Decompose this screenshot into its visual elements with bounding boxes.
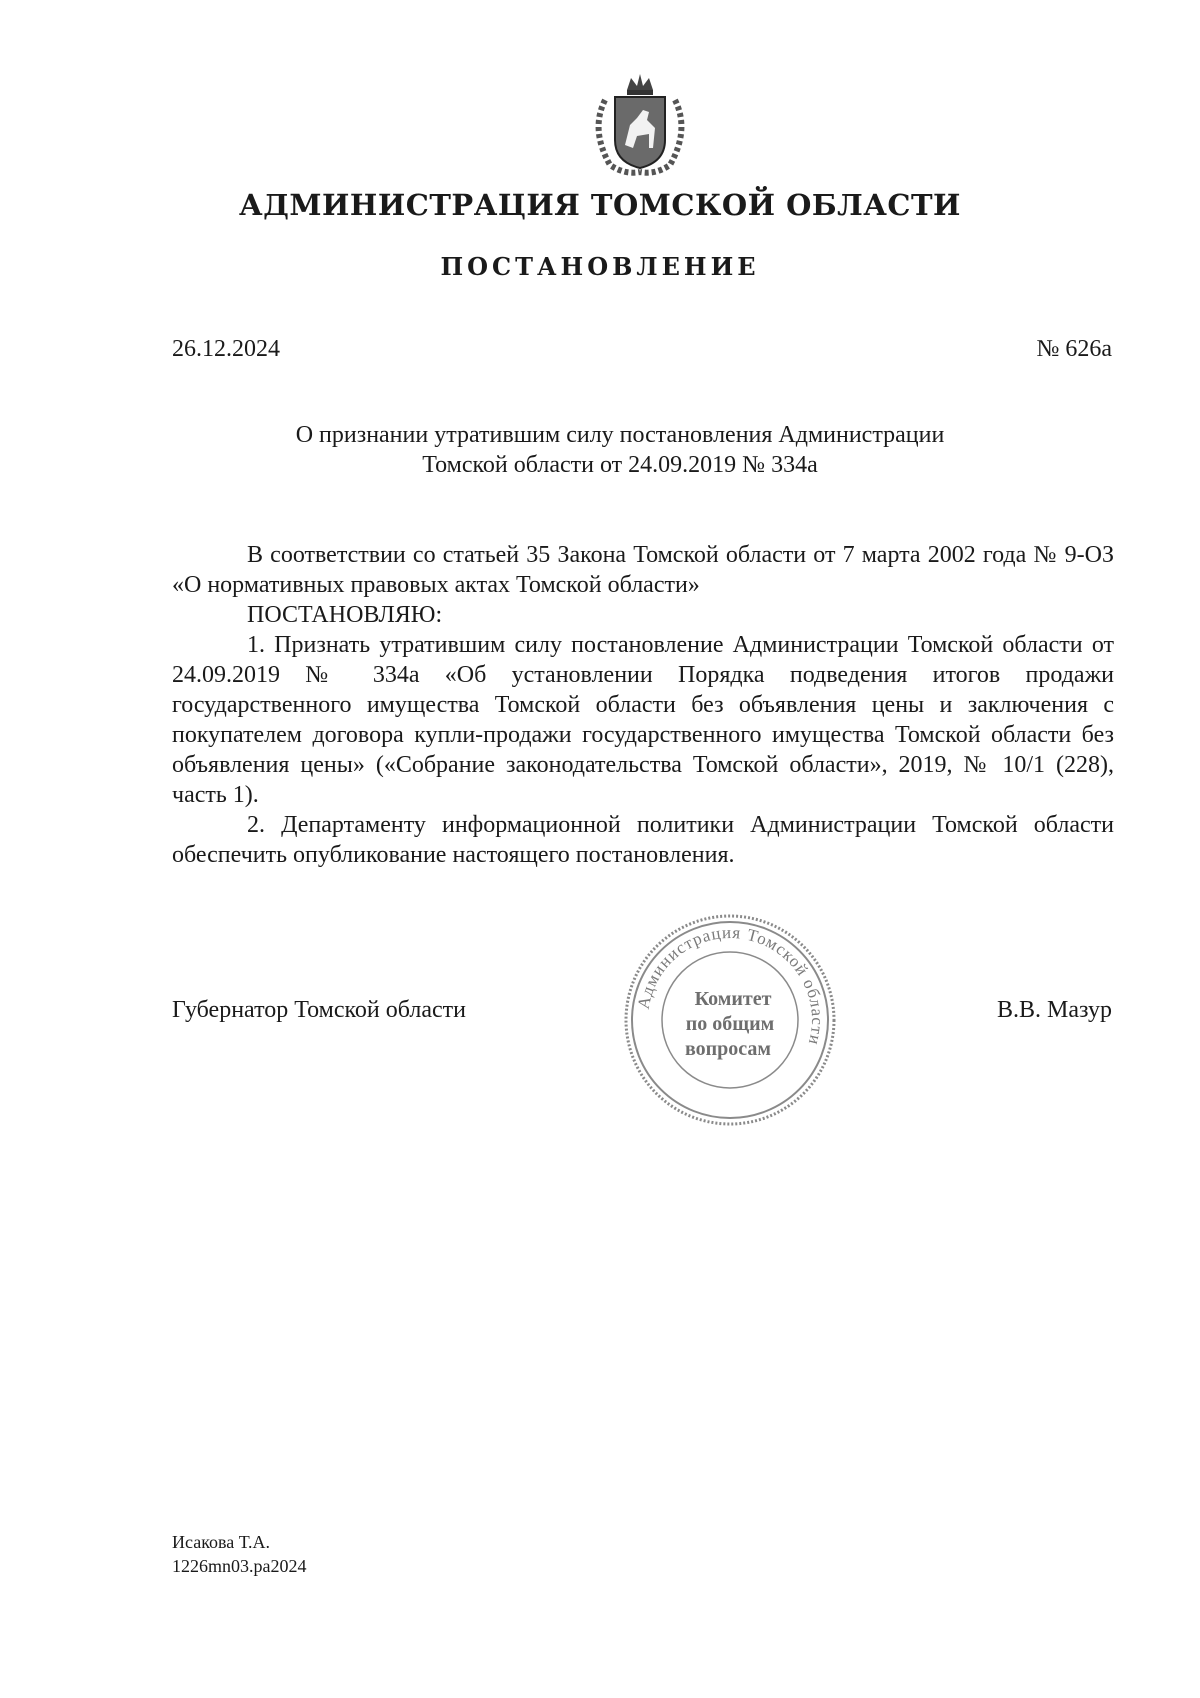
signatory-name: В.В. Мазур: [997, 997, 1112, 1023]
document-type: ПОСТАНОВЛЕНИЕ: [440, 252, 760, 281]
stamp-line-1: Комитет: [694, 988, 772, 1010]
decree-item-1: 1. Признать утратившим силу постановление Администрации Томской области от 24.09.2019 № 334а «Об установлении Порядка подведения итогов продажи государственного имущества Томской области без объявления цены и заключения с покупателем договора купли-продажи государственного имущества Томской области без объявления цены» («Собрание законодательства Томской области», 2019, № 10/1 (228), часть 1).: [172, 632, 1114, 808]
stamp-line-2: по общим: [685, 1013, 775, 1035]
seal-stamp-icon: [620, 910, 840, 1130]
organization-name: АДМИНИСТРАЦИЯ ТОМСКОЙ ОБЛАСТИ: [239, 188, 961, 222]
decree-item-2: 2. Департаменту информационной политики Администрации Томской области обеспечить опубликование настоящего постановления.: [172, 812, 1114, 868]
document-body: [172, 540, 1114, 870]
subject-line-1: О признании утратившим силу постановления Администрации: [295, 422, 945, 448]
file-code: 1226mn03.pa2024: [172, 1556, 307, 1576]
stamp-ring-text: Администрация Томской области: [633, 922, 828, 1048]
document-number: № 626а: [1036, 336, 1112, 362]
stamp-line-3: вопросам: [684, 1038, 772, 1060]
executor-name: Исакова Т.А.: [172, 1532, 270, 1552]
document-date: 26.12.2024: [172, 336, 280, 362]
coat-of-arms-icon: [585, 70, 695, 180]
decree-word: ПОСТАНОВЛЯЮ:: [247, 602, 443, 628]
footer-notes: [172, 1530, 307, 1578]
signatory-position: Губернатор Томской области: [172, 997, 466, 1023]
subject-line-2: Томской области от 24.09.2019 № 334а: [422, 452, 818, 478]
document-subject: [200, 420, 1040, 480]
preamble-paragraph: В соответствии со статьей 35 Закона Томской области от 7 марта 2002 года № 9-ОЗ «О нормативных правовых актах Томской области»: [172, 542, 1114, 598]
